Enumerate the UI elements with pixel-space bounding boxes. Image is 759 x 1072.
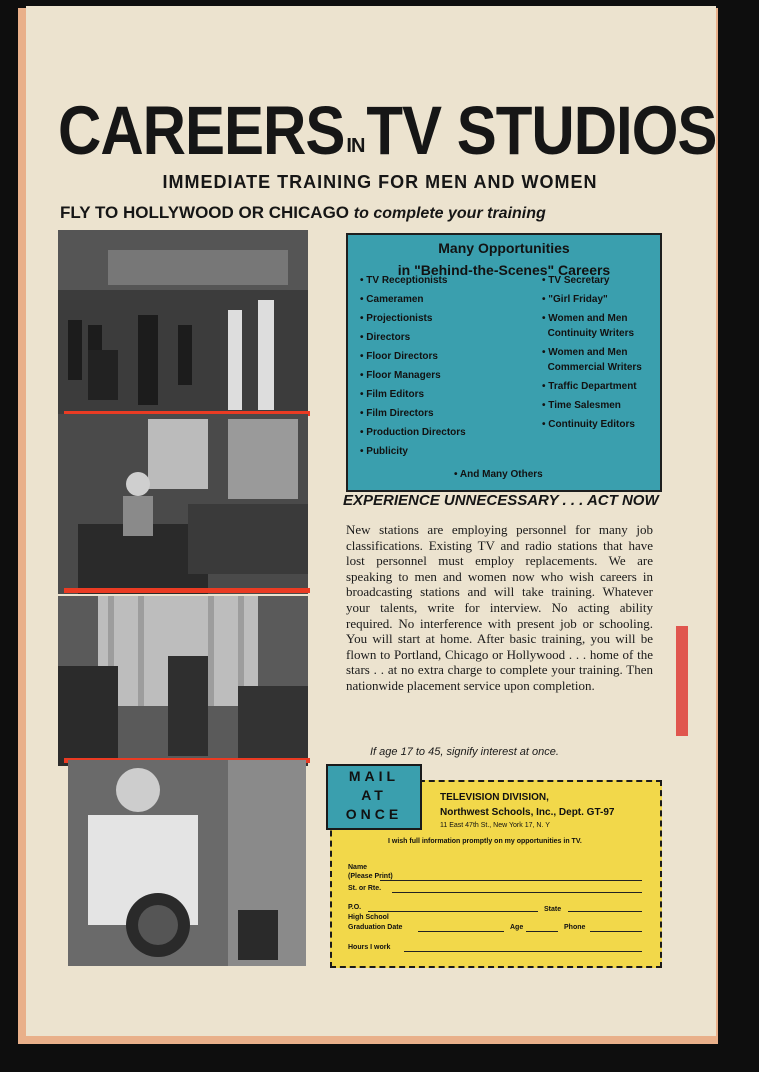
street-label: St. or Rte. [348, 885, 382, 892]
list-item: Continuity Writers [547, 328, 635, 339]
opportunities-box [346, 233, 662, 492]
grad-date-label: Graduation Date [348, 924, 403, 931]
mail-at-once-box [326, 764, 422, 830]
coupon-school: Northwest Schools, Inc., Dept. GT-97 [440, 807, 615, 818]
list-item: • Floor Directors [360, 351, 438, 362]
state-field[interactable] [568, 911, 642, 912]
mail-word: ONCE [345, 806, 403, 822]
list-item: • Floor Managers [360, 370, 441, 381]
list-item: • Women and Men [542, 347, 628, 358]
ad-title [58, 91, 717, 170]
list-item: • Production Directors [360, 427, 466, 438]
list-item: • Continuity Editors [542, 419, 635, 430]
age-field[interactable] [526, 931, 558, 932]
fly-line-tail: to complete your training [353, 205, 546, 222]
opportunities-footer: • And Many Others [454, 469, 543, 480]
street-field[interactable] [392, 892, 642, 893]
list-item: • Time Salesmen [542, 400, 621, 411]
opportunities-left-column [360, 275, 466, 465]
list-item: • Film Directors [360, 408, 434, 419]
list-item: • Film Editors [360, 389, 425, 400]
photo-divider-2 [64, 588, 310, 593]
title-tv-studios: TV STUDIOS [366, 91, 717, 170]
hours-field[interactable] [404, 951, 642, 952]
experience-heading: EXPERIENCE UNNECESSARY . . . ACT NOW [343, 492, 659, 509]
high-school-label: High School [348, 914, 389, 921]
opportunities-heading-1: Many Opportunities [438, 240, 570, 256]
title-in: IN [346, 135, 365, 158]
body-text: New stations are employing personnel for many job classifications. Existing TV and radio stations that have lost personnel must employ replacements. We are speaking to men and women now who wish careers in broadcasting stations and will take training. Whatever your talents, write for interview. No acting ability required. No interference with present job or schooling. You will start at home. After basic training, you will be flown to Portland, Chicago or Hollywood . . . home of the stars . . at no extra charge to complete your training. Then nationwide placement service upon completion. [346, 522, 653, 693]
title-careers: CAREERS [58, 91, 345, 170]
subtitle: IMMEDIATE TRAINING FOR MEN AND WOMEN [162, 172, 598, 192]
list-item: • TV Secretary [542, 275, 610, 286]
grad-date-field[interactable] [418, 931, 504, 932]
fly-line-main: FLY TO HOLLYWOOD OR CHICAGO [60, 203, 350, 222]
mail-word: MAIL [348, 768, 400, 784]
list-item: • Publicity [360, 446, 408, 457]
opportunities-heading-2: in "Behind-the-Scenes" Careers [397, 262, 611, 278]
po-label: P.O. [348, 904, 362, 911]
photo-studio-set-image [58, 596, 308, 766]
age-label: Age [510, 924, 524, 931]
photo-control-room [58, 414, 308, 594]
list-item: • TV Receptionists [360, 275, 448, 286]
photo-studio-crowd [58, 230, 308, 415]
list-item: • Traffic Department [542, 381, 637, 392]
list-item: • "Girl Friday" [542, 294, 608, 305]
mail-word: AT [361, 787, 387, 803]
phone-label: Phone [564, 924, 586, 931]
coupon-address: 11 East 47th St., New York 17, N. Y [440, 822, 550, 829]
list-item: Commercial Writers [547, 362, 642, 373]
name-label: Name [348, 864, 368, 871]
po-field[interactable] [368, 911, 538, 912]
list-item: • Cameramen [360, 294, 424, 305]
list-item: • Projectionists [360, 313, 433, 324]
age-note: If age 17 to 45, signify interest at once. [370, 746, 559, 758]
please-print-label: (Please Print) [348, 873, 393, 880]
list-item: • Directors [360, 332, 411, 343]
fly-line [60, 203, 700, 223]
photo-control-room-image [58, 414, 308, 594]
hours-label: Hours I work [348, 944, 391, 951]
name-field[interactable] [380, 880, 642, 881]
photo-projector-man [68, 760, 306, 966]
phone-field[interactable] [590, 931, 642, 932]
photo-studio-set [58, 596, 308, 766]
opportunities-right-column [542, 275, 642, 438]
coupon-wish: I wish full information promptly on my opportunities in TV. [388, 838, 582, 845]
photo-projector-man-image [68, 760, 306, 966]
photo-studio-crowd-image [58, 230, 308, 415]
red-stain [676, 626, 688, 736]
list-item: • Women and Men [542, 313, 628, 324]
state-label: State [544, 906, 562, 913]
coupon-division: TELEVISION DIVISION, [440, 792, 549, 803]
